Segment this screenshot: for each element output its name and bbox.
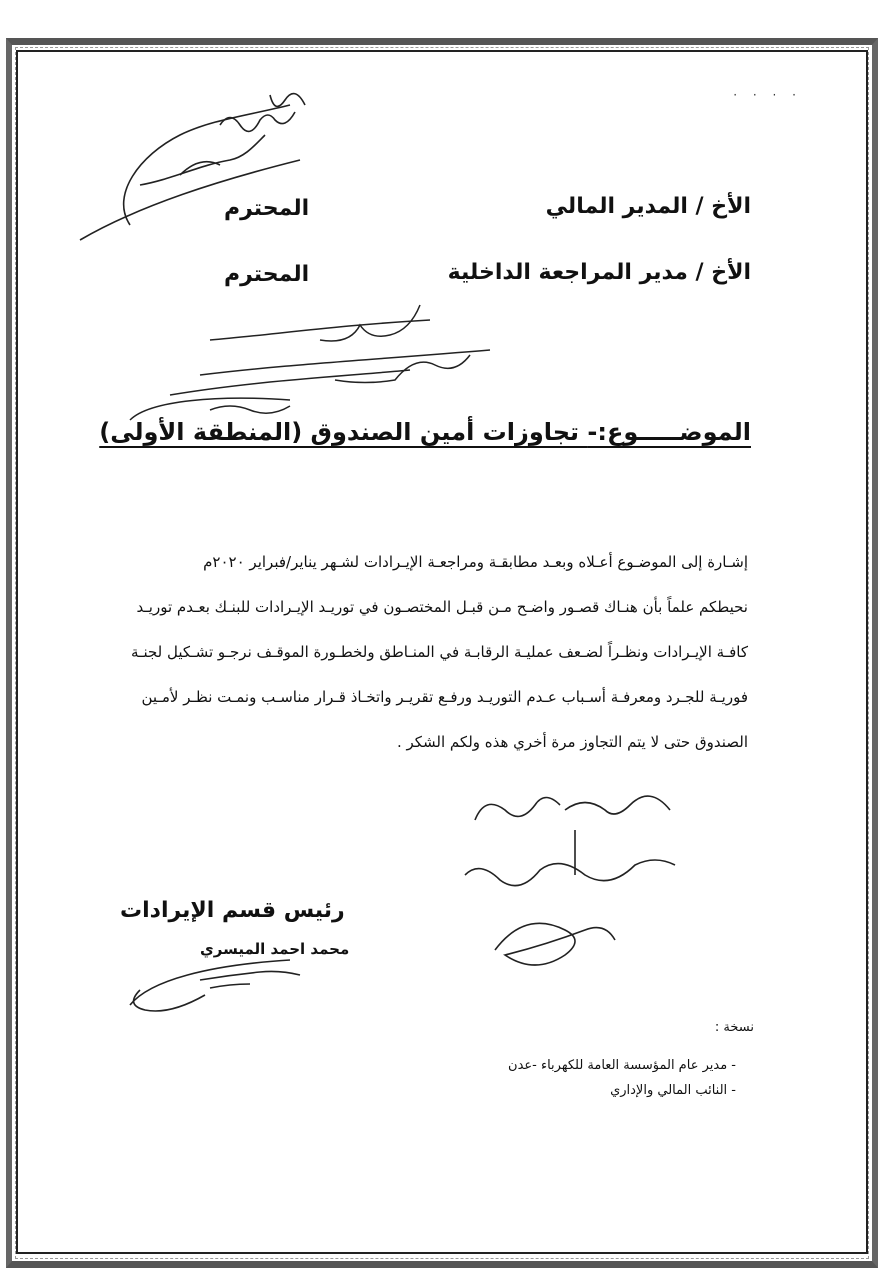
body-line: فوريـة للجـرد ومعرفـة أسـباب عـدم التوريـد ورفـع تقريـر واتخـاذ قـرار مناسـب ونمـت نظـر لأمـين xyxy=(141,688,748,706)
body-line: الصندوق حتى لا يتم التجاوز مرة أخري هذه ولكم الشكر . xyxy=(396,733,748,751)
cc-item: - النائب المالي والإداري xyxy=(508,1083,736,1098)
signature-title: رئيس قسم الإيرادات xyxy=(120,898,345,923)
corner-dots: · · · · xyxy=(733,88,802,102)
handwritten-note-top xyxy=(80,85,320,245)
body-line: إشـارة إلى الموضـوع أعـلاه وبعـد مطابقـة ومراجعـة الإيـرادات لشـهر يناير/فبراير ٢٠٢٠م xyxy=(203,553,748,571)
body-line: نحيطكم علماً بأن هنـاك قصـور واضـح مـن قبـل المختصـون في توريـد الإيـرادات للبنـك بعـدم توريـد xyxy=(136,598,748,616)
cc-list xyxy=(508,1058,736,1108)
signature-name: محمد احمد الميسري xyxy=(200,940,350,958)
letter-body xyxy=(123,540,748,765)
cc-label: نسخة : xyxy=(714,1020,754,1035)
honorific-2: المحترم xyxy=(224,262,310,287)
addressee-internal-audit: الأخ / مدير المراجعة الداخلية xyxy=(447,260,751,285)
cc-item: - مدير عام المؤسسة العامة للكهرباء -عدن xyxy=(508,1058,736,1073)
honorific-1: المحترم xyxy=(224,196,310,221)
handwritten-note-bottom xyxy=(455,780,695,980)
body-line: كافـة الإيـرادات ونظـراً لضـعف عمليـة الرقابـة في المنـاطق ولخطـورة الموقـف نرجـو تشـكيل لجنـة xyxy=(131,643,748,661)
subject-line xyxy=(99,418,751,446)
signature-scribble xyxy=(120,950,320,1020)
subject-label: الموضـــــوع:- xyxy=(587,418,751,446)
addressee-financial-manager: الأخ / المدير المالي xyxy=(545,194,751,219)
subject-text: تجاوزات أمين الصندوق (المنطقة الأولى) xyxy=(99,418,588,446)
handwritten-note-middle xyxy=(110,295,490,425)
